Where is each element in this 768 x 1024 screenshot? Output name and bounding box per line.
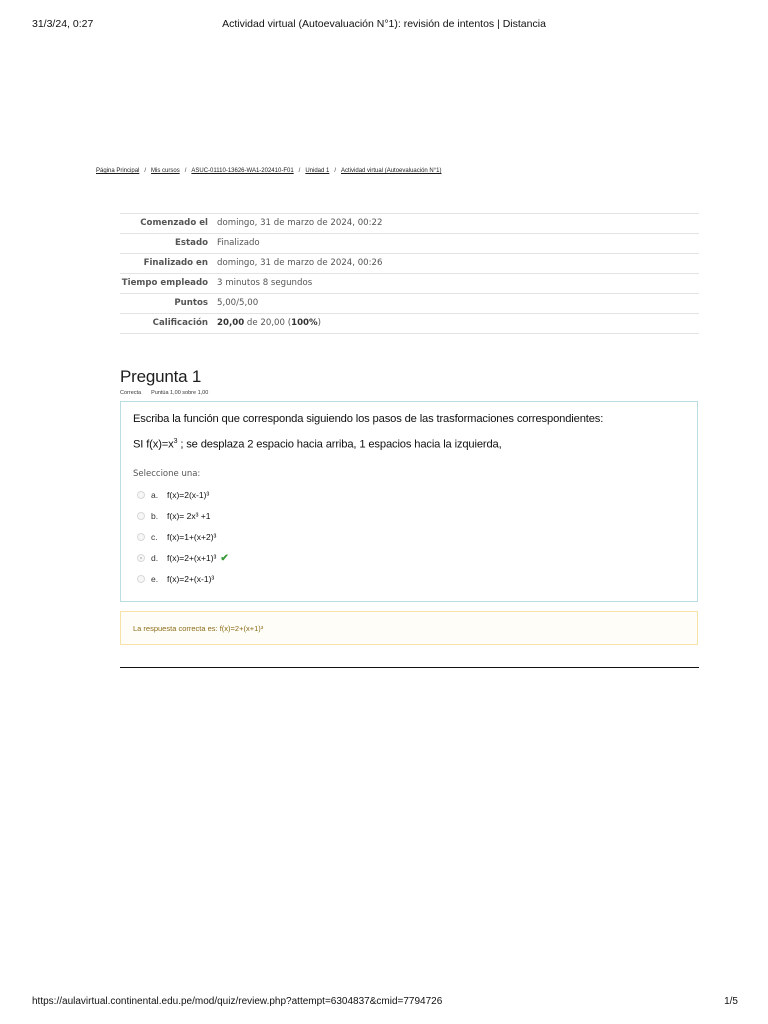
breadcrumb — [96, 168, 441, 174]
print-date: 31/3/24, 0:27 — [32, 18, 94, 30]
breadcrumb-unit[interactable]: Unidad 1 — [305, 168, 330, 174]
option-letter: a. — [151, 490, 159, 500]
summary-label: Estado — [175, 238, 208, 248]
answer-option-b[interactable] — [137, 509, 210, 523]
grade-of: de 20,00 ( — [244, 318, 292, 328]
print-url: https://aulavirtual.continental.edu.pe/mod/quiz/review.php?attempt=6304837&cmid=7794726 — [32, 996, 443, 1007]
correct-answer-text: La respuesta correcta es: f(x)=2+(x+1)³ — [133, 624, 264, 633]
question-text-function — [133, 438, 502, 451]
summary-label: Finalizado en — [143, 258, 208, 268]
question-meta — [120, 390, 218, 396]
option-text: f(x)=1+(x+2)³ — [167, 532, 217, 542]
summary-label: Puntos — [174, 298, 208, 308]
option-text: f(x)=2+(x+1)³ — [167, 553, 217, 563]
option-text: f(x)=2+(x-1)³ — [167, 574, 215, 584]
breadcrumb-separator: / — [298, 168, 301, 174]
attempt-summary-table — [120, 213, 699, 334]
summary-row-grade — [120, 314, 699, 334]
radio-button[interactable] — [137, 533, 145, 541]
breadcrumb-separator: / — [144, 168, 147, 174]
option-letter: d. — [151, 553, 159, 563]
question-title: Pregunta 1 — [120, 367, 202, 386]
option-letter: b. — [151, 511, 159, 521]
summary-value: Finalizado — [217, 238, 260, 248]
print-title: Actividad virtual (Autoevaluación N°1): revisión de intentos | Distancia — [222, 18, 546, 30]
summary-value: domingo, 31 de marzo de 2024, 00:22 — [217, 218, 383, 228]
option-text: f(x)=2(x-1)³ — [167, 490, 210, 500]
radio-button[interactable] — [137, 512, 145, 520]
breadcrumb-separator: / — [184, 168, 187, 174]
question-status: Correcta — [120, 390, 142, 396]
summary-grade-value — [212, 314, 699, 334]
summary-label: Calificación — [152, 318, 208, 328]
summary-row-points — [120, 294, 699, 314]
summary-row-finished — [120, 254, 699, 274]
breadcrumb-separator: / — [334, 168, 337, 174]
summary-value: 3 minutos 8 segundos — [217, 278, 313, 288]
summary-value: 5,00/5,00 — [217, 298, 259, 308]
breadcrumb-home[interactable]: Página Principal — [96, 168, 140, 174]
answer-option-d[interactable] — [137, 551, 229, 565]
option-letter: e. — [151, 574, 159, 584]
option-letter: c. — [151, 532, 158, 542]
question-text: Escriba la función que corresponda siguiendo los pasos de las trasformaciones correspondientes: — [133, 413, 604, 425]
summary-row-started — [120, 214, 699, 234]
summary-value: domingo, 31 de marzo de 2024, 00:26 — [217, 258, 383, 268]
breadcrumb-activity[interactable]: Actividad virtual (Autoevaluación N°1) — [341, 168, 442, 174]
divider — [120, 667, 699, 668]
question-score: Puntúa 1,00 sobre 1,00 — [151, 390, 209, 396]
select-one-label: Seleccione una: — [133, 469, 201, 479]
grade-percent: 100% — [291, 318, 318, 328]
answer-option-c[interactable] — [137, 530, 216, 544]
summary-label: Comenzado el — [140, 218, 208, 228]
function-suffix: ; se desplaza 2 espacio hacia arriba, 1 espacios hacia la izquierda, — [177, 438, 502, 451]
function-prefix: SI f(x)=x — [133, 438, 174, 451]
grade-score: 20,00 — [217, 318, 245, 328]
option-text: f(x)= 2x³ +1 — [167, 511, 211, 521]
feedback-box — [120, 611, 698, 645]
radio-button[interactable] — [137, 575, 145, 583]
summary-label: Tiempo empleado — [121, 278, 208, 288]
question-box — [120, 401, 698, 602]
breadcrumb-my-courses[interactable]: Mis cursos — [151, 168, 180, 174]
function-exponent: 3 — [173, 438, 178, 445]
check-icon: ✔ — [220, 552, 229, 564]
summary-row-state — [120, 234, 699, 254]
radio-button-selected[interactable] — [137, 554, 145, 562]
summary-row-time — [120, 274, 699, 294]
page-number: 1/5 — [724, 996, 738, 1007]
answer-option-a[interactable] — [137, 488, 209, 502]
answer-option-e[interactable] — [137, 572, 214, 586]
radio-button[interactable] — [137, 491, 145, 499]
grade-close: ) — [317, 318, 322, 328]
breadcrumb-course[interactable]: ASUC-01110-13626-WA1-202410-F01 — [191, 168, 294, 174]
